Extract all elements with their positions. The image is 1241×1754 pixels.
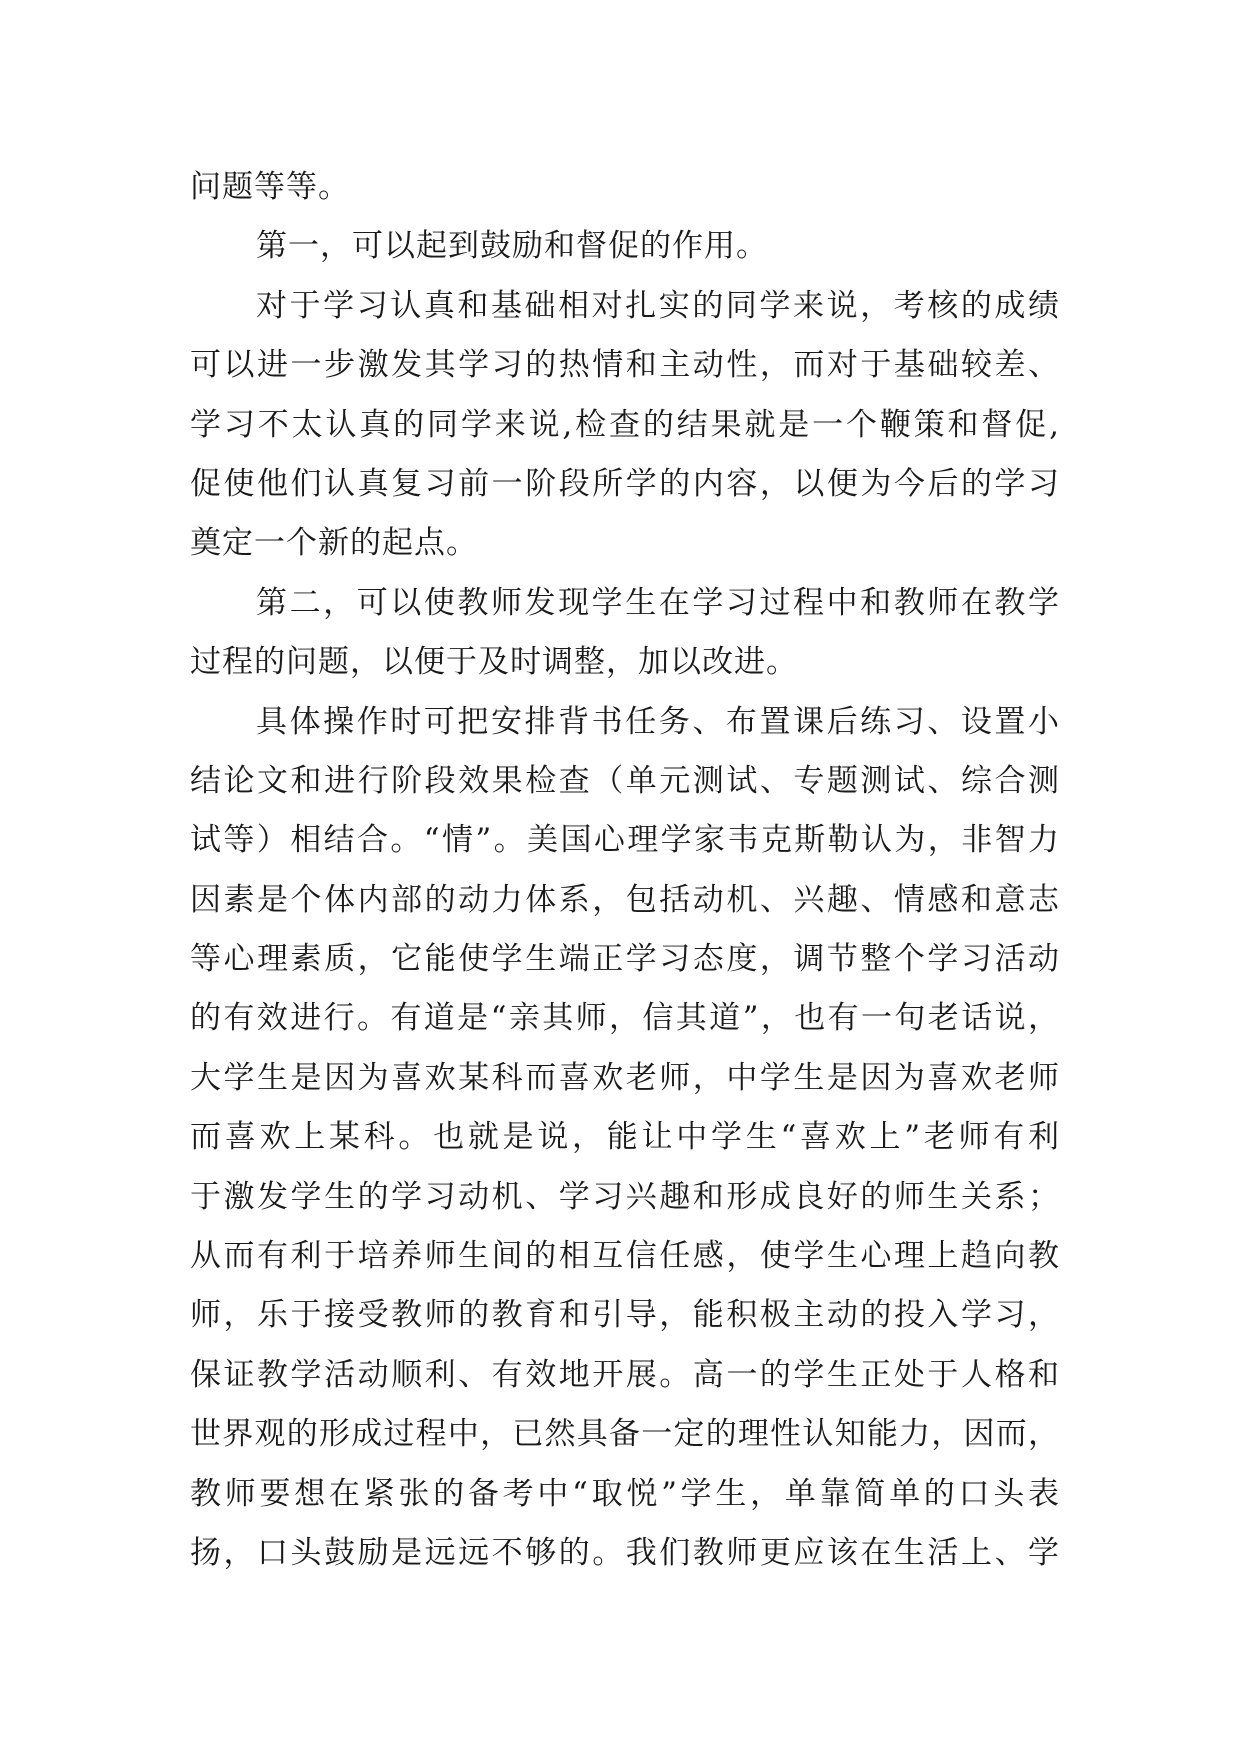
- text-line: 因素是个体内部的动力体系，包括动机、兴趣、情感和意志: [190, 881, 1060, 918]
- text-line: 教师要想在紧张的备考中“取悦”学生，单靠简单的口头表: [190, 1475, 1060, 1512]
- text-line: 结论文和进行阶段效果检查（单元测试、专题测试、综合测: [190, 762, 1060, 799]
- text-line: 问题等等。: [190, 169, 350, 205]
- text-line: 可以进一步激发其学习的热情和主动性，而对于基础较差、: [190, 347, 1060, 384]
- text-line: 试等）相结合。“情”。美国心理学家韦克斯勒认为，非智力: [190, 822, 1060, 859]
- text-line: 保证教学活动顺利、有效地开展。高一的学生正处于人格和: [190, 1356, 1060, 1393]
- text-line: 从而有利于培养师生间的相互信任感，使学生心理上趋向教: [190, 1238, 1060, 1275]
- text-line: 扬，口头鼓励是远远不够的。我们教师更应该在生活上、学: [190, 1534, 1060, 1571]
- text-line: 奠定一个新的起点。: [190, 525, 478, 562]
- text-line: 第二，可以使教师发现学生在学习过程中和教师在教学: [256, 584, 1060, 621]
- text-line: 等心理素质，它能使学生端正学习态度，调节整个学习活动: [190, 941, 1060, 978]
- text-line: 世界观的形成过程中，已然具备一定的理性认知能力，因而，: [190, 1416, 1060, 1453]
- text-line: 过程的问题，以便于及时调整，加以改进。: [190, 644, 798, 681]
- text-line: 师，乐于接受教师的教育和引导，能积极主动的投入学习，: [190, 1297, 1060, 1334]
- text-line: 对于学习认真和基础相对扎实的同学来说，考核的成绩: [256, 287, 1060, 324]
- text-line: 学习不太认真的同学来说,检查的结果就是一个鞭策和督促,: [190, 406, 1060, 443]
- text-line: 而喜欢上某科。也就是说，能让中学生“喜欢上”老师有利: [190, 1119, 1060, 1156]
- body-text: [190, 158, 1060, 1583]
- text-line: 具体操作时可把安排背书任务、布置课后练习、设置小: [256, 703, 1060, 740]
- text-line: 促使他们认真复习前一阶段所学的内容，以便为今后的学习: [190, 465, 1060, 502]
- text-line: 大学生是因为喜欢某科而喜欢老师，中学生是因为喜欢老师: [190, 1059, 1060, 1096]
- text-line: 于激发学生的学习动机、学习兴趣和形成良好的师生关系；: [190, 1178, 1060, 1215]
- text-line: 的有效进行。有道是“亲其师，信其道”，也有一句老话说，: [190, 1000, 1060, 1037]
- text-line: 第一，可以起到鼓励和督促的作用。: [256, 228, 768, 265]
